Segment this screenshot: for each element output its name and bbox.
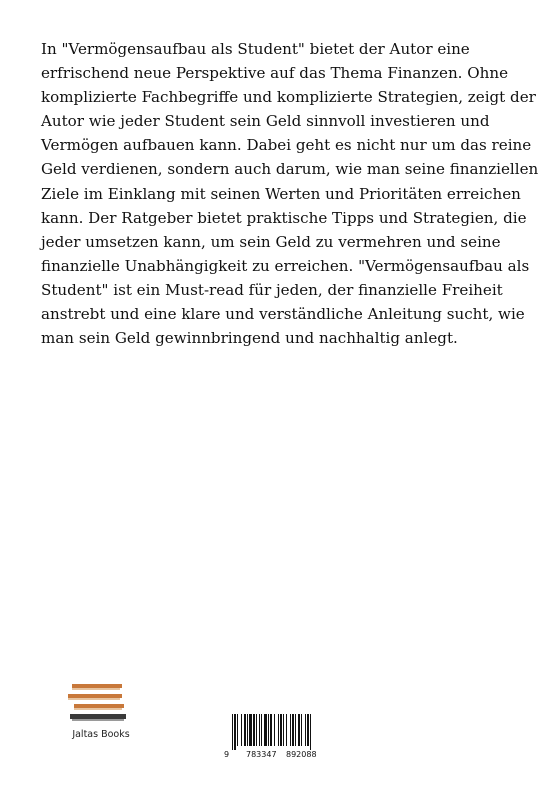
blurb-line: anstrebt und eine klare und verständliche Anleitung sucht, wie xyxy=(41,305,525,324)
barcode-digit-group: 892088 xyxy=(286,750,317,759)
barcode-bar xyxy=(270,714,272,746)
blurb-line: kann. Der Ratgeber bietet praktische Tipps und Strategien, die xyxy=(41,208,527,227)
barcode-bar xyxy=(259,714,260,746)
barcode-bar xyxy=(298,714,300,746)
barcode-bar xyxy=(286,714,287,746)
barcode-bar xyxy=(268,714,269,746)
barcode-bar xyxy=(241,714,242,746)
barcode-bar xyxy=(234,714,236,750)
blurb-line: finanzielle Unabhängigkeit zu erreichen. "Vermögensaufbau als xyxy=(41,256,530,275)
blurb-line: komplizierte Fachbegriffe und komplizierte Strategien, zeigt der xyxy=(41,88,536,107)
blurb-text xyxy=(41,37,539,350)
blurb-line: Autor wie jeder Student sein Geld sinnvoll investieren und xyxy=(41,112,490,131)
barcode-bar xyxy=(305,714,306,746)
blurb-line: jeder umsetzen kann, um sein Geld zu vermehren und seine xyxy=(41,232,501,251)
barcode-bar xyxy=(307,714,309,746)
barcode-bar xyxy=(264,714,267,746)
barcode-bar xyxy=(261,714,262,746)
blurb-line: Vermögen aufbauen kann. Dabei geht es nicht nur um das reine xyxy=(41,136,532,155)
barcode-bar xyxy=(244,714,246,746)
barcode-bar xyxy=(301,714,302,746)
barcode-bars xyxy=(224,712,332,752)
publisher-logo xyxy=(58,678,144,748)
barcode-bar xyxy=(249,714,252,746)
barcode-bar xyxy=(310,714,311,750)
blurb-line: In "Vermögensaufbau als Student" bietet der Autor eine xyxy=(41,40,470,58)
blurb-line: man sein Geld gewinnbringend und nachhaltig anlegt. xyxy=(41,329,458,348)
barcode-digit-group: 783347 xyxy=(246,750,277,759)
barcode-bar xyxy=(283,714,284,746)
barcode-bar xyxy=(290,714,291,746)
barcode-digit-group: 9 xyxy=(224,750,230,759)
barcode-bar xyxy=(232,714,233,750)
barcode-bar xyxy=(253,714,255,746)
barcode-bar xyxy=(280,714,282,746)
blurb-line: Student" ist ein Must-read für jeden, der finanzielle Freiheit xyxy=(41,280,503,299)
isbn-barcode xyxy=(224,712,332,768)
barcode-bar xyxy=(237,714,238,746)
barcode-bar xyxy=(247,714,248,746)
barcode-bar xyxy=(292,714,294,746)
barcode-bar xyxy=(295,714,296,746)
barcode-bar xyxy=(274,714,275,746)
blurb-line: Geld verdienen, sondern auch darum, wie man seine finanziellen xyxy=(41,160,539,179)
publisher-name: Jaltas Books xyxy=(72,729,130,740)
blurb-line: Ziele im Einklang mit seinen Werten und Prioritäten erreichen xyxy=(41,184,521,203)
stacked-books-icon xyxy=(62,678,140,726)
barcode-bar xyxy=(278,714,279,746)
blurb-line: erfrischend neue Perspektive auf das Thema Finanzen. Ohne xyxy=(41,64,509,83)
barcode-bar xyxy=(256,714,257,746)
